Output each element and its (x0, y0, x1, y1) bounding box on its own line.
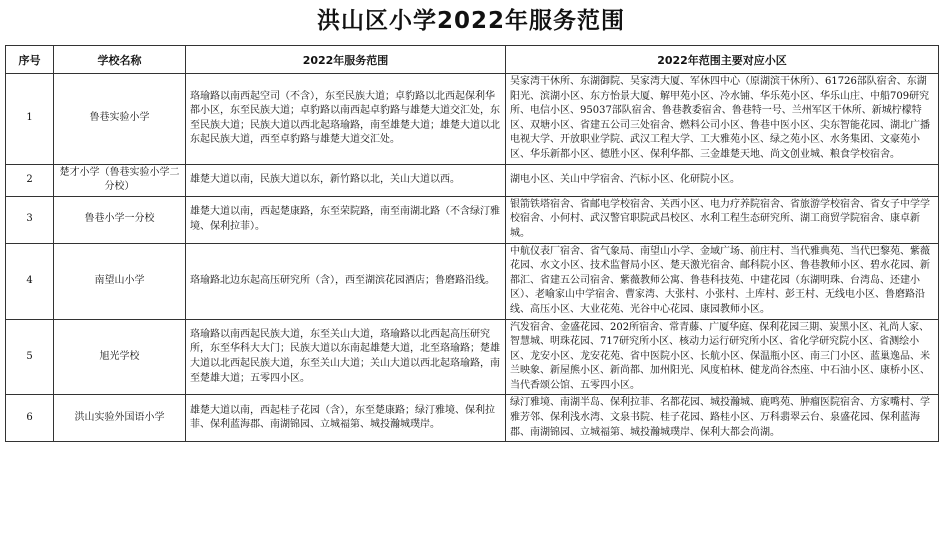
row-school-name: 旭光学校 (54, 319, 186, 395)
row-seq: 1 (6, 74, 54, 165)
row-seq: 6 (6, 395, 54, 442)
row-service-scope: 珞瑜路北边东起高压研究所（含），西至湖滨花园酒店；鲁磨路沿线。 (186, 243, 506, 319)
row-seq: 2 (6, 164, 54, 196)
row-seq: 3 (6, 196, 54, 243)
table-row (6, 395, 939, 442)
table-row (6, 164, 939, 196)
row-school-name: 洪山实验外国语小学 (54, 395, 186, 442)
table-header-row (6, 46, 939, 74)
row-service-scope: 珞瑜路以南西起空司（不含），东至民族大道；卓豹路以北西起保利华都小区，东至民族大道；卓豹路以南西起卓豹路与雄楚大道交汇处，东至民族大道；民族大道以西北起珞瑜路，南至雄楚大道；雄楚大道以北东起民族大道，西至卓豹路与雄楚大道交汇处。 (186, 74, 506, 165)
row-school-name: 楚才小学（鲁巷实验小学二分校） (54, 164, 186, 196)
row-service-scope: 珞瑜路以南西起民族大道，东至关山大道，珞瑜路以北西起高压研究所，东至华科大大门；民族大道以东南起雄楚大道，北至珞瑜路；楚雄大道以北西起民族大道，东至关山大道；关山大道以西北起珞瑜路，南至楚雄大道；五零四小区。 (186, 319, 506, 395)
table-row (6, 243, 939, 319)
header-service-scope: 2022年服务范围 (186, 46, 506, 74)
header-residential-areas: 2022年范围主要对应小区 (506, 46, 939, 74)
row-school-name: 鲁巷实验小学 (54, 74, 186, 165)
row-residential-areas: 湖电小区、关山中学宿舍、汽标小区、化研院小区。 (506, 164, 939, 196)
row-residential-areas: 中航仪表厂宿舍、省气象局、南望山小学、金域广场、前庄村、当代雅典苑、当代巴黎苑、紫薇花园、水文小区、技术监督局小区、楚天激光宿舍、邮科院小区、鲁巷教师小区、碧水花园、新都汇、省建五公司宿舍、紫薇教师公寓、鲁巷科技苑、中建花园（东湖明珠、台湾岛、还建小区）、老喻家山中学宿舍、曹家湾、大张村、小张村、土库村、彭王村、无线电小区、鲁磨路沿线、高压小区、大业花苑、光谷中心花园、康园教师小区。 (506, 243, 939, 319)
page-title: 洪山区小学2022年服务范围 (316, 8, 625, 34)
service-area-table (5, 45, 939, 442)
row-service-scope: 雄楚大道以南，民族大道以东，新竹路以北，关山大道以西。 (186, 164, 506, 196)
header-school-name: 学校名称 (54, 46, 186, 74)
header-seq: 序号 (6, 46, 54, 74)
row-service-scope: 雄楚大道以南，西起桂子花园（含），东至楚康路；绿汀雅境、保利拉菲、保利蓝海郡、南湖锦园、立城福第、城投瀚城璞岸。 (186, 395, 506, 442)
row-residential-areas: 绿汀雅境、南湖半岛、保利拉菲、名都花园、城投瀚城、鹿鸣苑、肿瘤医院宿舍、方家嘴村、学雅芳邻、保利浅水湾、文泉书院、桂子花园、路桂小区、万科翡翠云台、泉盛花园、保利蓝海郡、南湖锦园、立城福第、城投瀚城璞岸、保利大都会尚湖。 (506, 395, 939, 442)
row-school-name: 南望山小学 (54, 243, 186, 319)
row-service-scope: 雄楚大道以南，西起楚康路，东至荣院路，南至南湖北路（不含绿汀雅境、保利拉菲）。 (186, 196, 506, 243)
row-seq: 4 (6, 243, 54, 319)
row-residential-areas: 银箭铁塔宿舍、省邮电学校宿舍、关西小区、电力疗养院宿舍、省旅游学校宿舍、省女子中学学校宿舍、小何村、武汉警官职院武昌校区、水利工程生态研究所、湖工商贸学院宿舍、康卓新城。 (506, 196, 939, 243)
table-row (6, 319, 939, 395)
row-school-name: 鲁巷小学一分校 (54, 196, 186, 243)
row-residential-areas: 汽发宿舍、金盛花园、202所宿舍、常青藤、广厦华庭、保利花园三期、炭黑小区、礼尚人家、智慧城、明珠花园、717研究所小区、核动力运行研究所小区、省化学研究院小区、省测绘小区、龙安小区、龙安花苑、省中医院小区、长航小区、保温瓶小区、南三门小区、蓝巢逸品、米兰映象、新屋熊小区、新尚都、加州阳光、风度柏林、健龙尚谷杰座、中石油小区、康桥小区、当代香颂公馆、五零四小区。 (506, 319, 939, 395)
row-seq: 5 (6, 319, 54, 395)
table-row (6, 196, 939, 243)
table-row (6, 74, 939, 165)
row-residential-areas: 吴家湾干休所、东湖御院、吴家湾大厦、军休四中心（原湖滨干休所）、61726部队宿舍、东湖阳光、滨湖小区、东方怡景大厦、解甲苑小区、冷水铺、华乐苑小区、华乐山庄、中船709研究所、电信小区、95037部队宿舍、鲁巷教委宿舍、鲁巷特一号、兰州军区干休所、新城柠檬特区、双塘小区、省建五公司三处宿舍、燃料公司小区、鲁巷中医小区、尖东智能花园、湖北广播电视大学、开放职业学院、武汉工程大学、工大雅苑小区、绿之苑小区、水务集团、文豪苑小区、华乐新都小区、德胜小区、保利华都、三金雄楚天地、尚文创业城、粮食学校宿舍。 (506, 74, 939, 165)
